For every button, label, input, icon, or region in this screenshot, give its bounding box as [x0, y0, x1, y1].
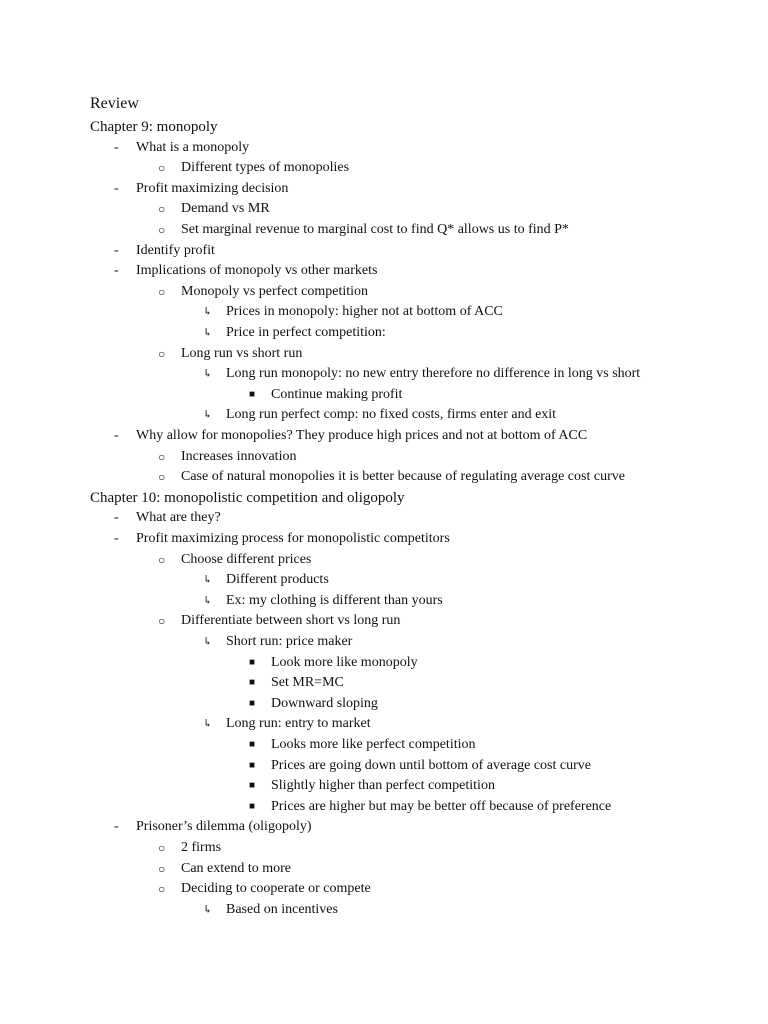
square-bullet-icon: ■	[249, 697, 256, 709]
outline-text: Why allow for monopolies? They produce high prices and not at bottom of ACC	[136, 428, 588, 443]
outline-text: Choose different prices	[181, 551, 312, 567]
outline-text: Differentiate between short vs long run	[181, 613, 401, 629]
dash-bullet-icon: -	[114, 139, 119, 155]
circle-bullet-icon: ○	[158, 841, 166, 855]
outline-text: Case of natural monopolies it is better because of regulating average cost curve	[181, 469, 625, 485]
outline-text: Implications of monopoly vs other markets	[136, 263, 378, 279]
square-bullet-icon: ■	[249, 780, 256, 792]
outline-text: Long run perfect comp: no fixed costs, firms enter and exit	[226, 407, 557, 423]
outline-text: Short run: price maker	[226, 634, 353, 649]
outline-text: Different types of monopolies	[181, 160, 350, 176]
outline-text: Downward sloping	[271, 695, 378, 711]
outline-text: Prices are higher but may be better off because of preference	[271, 798, 612, 814]
arrow-bullet-icon: ↳	[203, 903, 213, 916]
circle-bullet-icon: ○	[158, 449, 166, 464]
arrow-bullet-icon: ↳	[203, 594, 213, 607]
outline-text: Look more like monopoly	[271, 654, 418, 670]
outline-text: Monopoly vs perfect competition	[181, 283, 369, 299]
dash-bullet-icon: -	[114, 428, 119, 443]
arrow-bullet-icon: ↳	[203, 368, 213, 381]
square-bullet-icon: ■	[249, 759, 256, 771]
square-bullet-icon: ■	[249, 800, 256, 812]
outline-text: Set marginal revenue to marginal cost to find Q* allows us to find P*	[181, 222, 569, 237]
outline-text: Demand vs MR	[181, 201, 270, 217]
outline-text: Long run vs short run	[181, 345, 303, 361]
dash-bullet-icon: -	[114, 510, 119, 526]
circle-bullet-icon: ○	[158, 346, 166, 361]
outline-text: Looks more like perfect competition	[271, 737, 476, 752]
square-bullet-icon: ■	[249, 739, 256, 750]
circle-bullet-icon: ○	[158, 470, 166, 485]
outline-text: Identify profit	[136, 242, 215, 258]
outline-text: Chapter 9: monopoly	[90, 119, 218, 135]
square-bullet-icon: ■	[249, 388, 256, 400]
dash-bullet-icon: -	[114, 819, 119, 835]
arrow-bullet-icon: ↳	[203, 574, 213, 587]
outline-text: Chapter 10: monopolistic competition and oligopoly	[90, 489, 405, 506]
dash-bullet-icon: -	[114, 242, 119, 258]
circle-bullet-icon: ○	[158, 202, 166, 217]
outline-text: Slightly higher than perfect competition	[271, 778, 495, 794]
circle-bullet-icon: ○	[158, 223, 166, 237]
square-bullet-icon: ■	[249, 677, 256, 689]
outline-text: Increases innovation	[181, 448, 297, 464]
arrow-bullet-icon: ↳	[203, 409, 213, 422]
dash-bullet-icon: -	[114, 180, 119, 196]
outline-text: Long run monopoly: no new entry therefore no difference in long vs short	[226, 366, 641, 382]
outline-text: Based on incentives	[226, 901, 338, 917]
outline-text: Price in perfect competition:	[226, 325, 386, 340]
outline-text: Different products	[226, 572, 329, 588]
circle-bullet-icon: ○	[158, 882, 166, 897]
outline-text: Can extend to more	[181, 860, 292, 876]
dash-bullet-icon: -	[114, 263, 119, 279]
square-bullet-icon: ■	[249, 656, 256, 668]
circle-bullet-icon: ○	[158, 284, 166, 299]
outline-text: Profit maximizing decision	[136, 180, 289, 196]
arrow-bullet-icon: ↳	[203, 306, 213, 319]
outline-text: Continue making profit	[271, 386, 403, 402]
circle-bullet-icon: ○	[158, 614, 166, 629]
document-title: Review	[90, 95, 139, 112]
outline-text: What are they?	[136, 510, 221, 526]
circle-bullet-icon: ○	[158, 161, 166, 176]
outline-text: What is a monopoly	[136, 139, 250, 155]
outline-text: Set MR=MC	[271, 675, 344, 691]
outline-text: Prices in monopoly: higher not at bottom of ACC	[226, 304, 503, 320]
outline-text: Deciding to cooperate or compete	[181, 881, 371, 897]
outline-text: Prisoner’s dilemma (oligopoly)	[136, 819, 312, 835]
arrow-bullet-icon: ↳	[203, 636, 213, 648]
outline-text: Long run: entry to market	[226, 716, 371, 732]
outline-text: Ex: my clothing is different than yours	[226, 592, 443, 608]
outline-text: Prices are going down until bottom of average cost curve	[271, 757, 591, 773]
outline-text: Profit maximizing process for monopolistic competitors	[136, 531, 450, 546]
arrow-bullet-icon: ↳	[203, 327, 213, 339]
outline-text: 2 firms	[181, 840, 222, 855]
arrow-bullet-icon: ↳	[203, 718, 213, 731]
dash-bullet-icon: -	[114, 531, 119, 546]
circle-bullet-icon: ○	[158, 552, 166, 567]
circle-bullet-icon: ○	[158, 861, 166, 876]
